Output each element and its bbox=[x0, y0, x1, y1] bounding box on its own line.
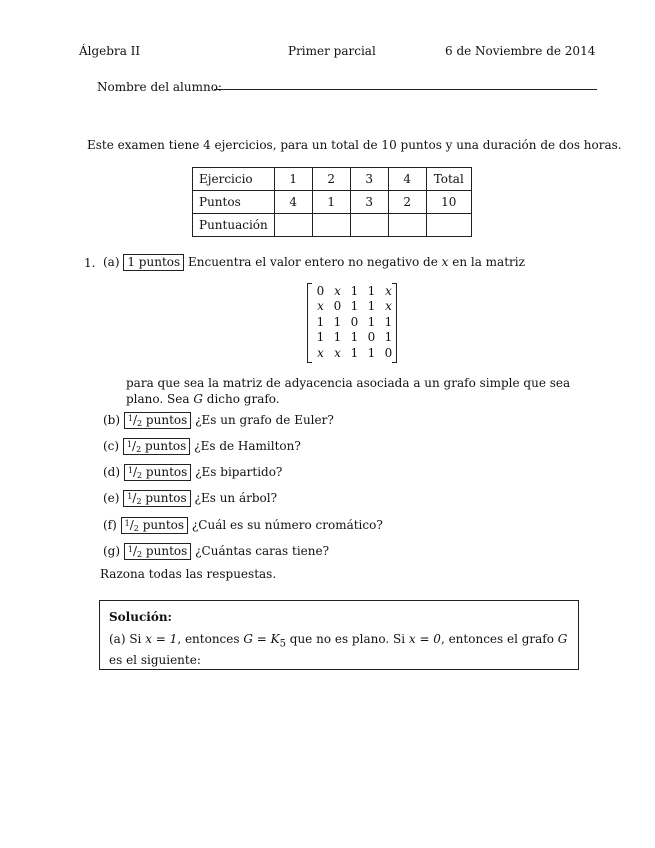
matrix-cell: x bbox=[317, 345, 324, 360]
points-denominator: 2 bbox=[136, 497, 142, 506]
matrix-cell: 1 bbox=[316, 330, 325, 345]
score-cell-1[interactable] bbox=[274, 214, 312, 237]
points-4: 2 bbox=[388, 191, 426, 214]
points-box bbox=[123, 490, 190, 507]
header-course: Álgebra II bbox=[79, 44, 141, 58]
matrix-row bbox=[312, 283, 397, 299]
question-part-a bbox=[103, 254, 525, 271]
points-total: 10 bbox=[426, 191, 471, 214]
points-slash: / bbox=[132, 439, 137, 453]
matrix-cell: 1 bbox=[367, 345, 376, 360]
points-denominator: 2 bbox=[137, 550, 143, 559]
score-cell-3[interactable] bbox=[350, 214, 388, 237]
matrix-cell: 0 bbox=[384, 345, 393, 360]
part-label: (d) bbox=[103, 465, 121, 479]
score-cell-2[interactable] bbox=[312, 214, 350, 237]
points-box bbox=[124, 543, 191, 560]
exercise-1: 1 bbox=[274, 168, 312, 191]
question-number: 1. bbox=[84, 256, 96, 270]
matrix-cell: 1 bbox=[350, 283, 359, 298]
points-denominator: 2 bbox=[137, 471, 143, 480]
exam-intro: Este examen tiene 4 ejercicios, para un total de 10 puntos y una duración de dos horas. bbox=[87, 138, 622, 152]
part-a-continuation: para que sea la matriz de adyacencia asociada a un grafo simple que sea plano. Sea G dicho grafo. bbox=[126, 376, 571, 406]
matrix-cell: 0 bbox=[367, 330, 376, 345]
part-label: (f) bbox=[103, 518, 117, 532]
points-word: puntos bbox=[141, 439, 187, 453]
matrix-cell: 1 bbox=[384, 330, 393, 345]
matrix-cell: 0 bbox=[350, 314, 359, 329]
matrix-grid bbox=[312, 283, 397, 361]
row-label-exercise: Ejercicio bbox=[193, 168, 275, 191]
points-numerator: 1 bbox=[127, 492, 133, 501]
points-slash: / bbox=[132, 544, 138, 558]
points-word: puntos bbox=[142, 544, 188, 558]
points-box bbox=[124, 412, 191, 429]
points-word: puntos bbox=[138, 518, 185, 532]
matrix-cell: 1 bbox=[350, 330, 359, 345]
student-name-line bbox=[214, 89, 597, 90]
matrix-cell: x bbox=[317, 299, 324, 314]
reason-instruction: Razona todas las respuestas. bbox=[100, 567, 277, 581]
question-part bbox=[103, 412, 334, 429]
part-text: ¿Es un árbol? bbox=[194, 491, 278, 505]
part-label: (g) bbox=[103, 544, 121, 558]
points-1: 4 bbox=[274, 191, 312, 214]
matrix-row bbox=[312, 314, 397, 330]
exercise-4: 4 bbox=[388, 168, 426, 191]
matrix-cell: 1 bbox=[367, 314, 376, 329]
exercise-2: 2 bbox=[312, 168, 350, 191]
part-text: ¿Es bipartido? bbox=[195, 465, 283, 479]
points-slash: / bbox=[132, 413, 138, 427]
matrix-cell: 1 bbox=[333, 314, 342, 329]
score-table-score-row bbox=[193, 214, 472, 237]
solution-text: (a) Si x = 1, entonces $G = K_5$ que no es plano. Si x = 0, entonces el grafo G es el siguiente: bbox=[109, 632, 568, 668]
matrix-cell: 1 bbox=[316, 314, 325, 329]
part-label: (b) bbox=[103, 413, 121, 427]
matrix-cell: x bbox=[334, 283, 341, 298]
matrix-cell: 1 bbox=[367, 283, 376, 298]
part-text: ¿Es un grafo de Euler? bbox=[195, 413, 334, 427]
points-numerator: 1 bbox=[126, 440, 133, 449]
matrix-cell: 1 bbox=[350, 299, 359, 314]
question-part bbox=[103, 517, 383, 534]
points-slash: / bbox=[132, 465, 138, 479]
matrix-row bbox=[312, 299, 397, 315]
row-label-score: Puntuación bbox=[193, 214, 275, 237]
matrix-cell: x bbox=[385, 283, 392, 298]
part-label: (c) bbox=[103, 439, 120, 453]
points-box bbox=[123, 438, 190, 455]
matrix-cell: x bbox=[385, 299, 392, 314]
question-part bbox=[103, 490, 277, 507]
exercise-total: Total bbox=[426, 168, 471, 191]
row-label-points: Puntos bbox=[193, 191, 275, 214]
matrix-cell: x bbox=[334, 345, 341, 360]
points-numerator: 1 bbox=[127, 545, 133, 554]
part-a-text: Encuentra el valor entero no negativo de x en la matriz bbox=[187, 255, 525, 269]
question-part bbox=[103, 438, 301, 455]
score-cell-4[interactable] bbox=[388, 214, 426, 237]
exercise-3: 3 bbox=[350, 168, 388, 191]
matrix-cell: 0 bbox=[333, 299, 342, 314]
points-box bbox=[121, 517, 188, 534]
points-2: 1 bbox=[312, 191, 350, 214]
solution-title: Solución: bbox=[109, 610, 172, 624]
matrix-cell: 1 bbox=[333, 330, 342, 345]
points-3: 3 bbox=[350, 191, 388, 214]
points-denominator: 2 bbox=[136, 445, 142, 454]
part-text: ¿Cuál es su número cromático? bbox=[191, 518, 383, 532]
score-cell-total[interactable] bbox=[426, 214, 471, 237]
matrix-cell: 1 bbox=[350, 345, 359, 360]
points-slash: / bbox=[132, 491, 137, 505]
question-part bbox=[103, 464, 282, 481]
points-denominator: 2 bbox=[133, 524, 139, 533]
adjacency-matrix bbox=[307, 283, 397, 363]
points-numerator: 1 bbox=[124, 519, 130, 528]
header-date: 6 de Noviembre de 2014 bbox=[445, 44, 596, 58]
part-text: ¿Es de Hamilton? bbox=[194, 439, 301, 453]
matrix-row bbox=[312, 330, 397, 346]
matrix-cell: 1 bbox=[384, 314, 393, 329]
solution-box bbox=[99, 600, 579, 670]
matrix-cell: 1 bbox=[367, 299, 376, 314]
matrix-cell: 0 bbox=[316, 283, 325, 298]
part-text: ¿Cuántas caras tiene? bbox=[195, 544, 330, 558]
matrix-right-bracket bbox=[392, 283, 397, 363]
points-box: 1 puntos bbox=[123, 254, 184, 271]
points-numerator: 1 bbox=[127, 414, 133, 423]
header-exam-title: Primer parcial bbox=[288, 44, 376, 58]
points-word: puntos bbox=[142, 413, 188, 427]
score-table-header-row bbox=[193, 168, 472, 191]
question-part bbox=[103, 543, 329, 560]
score-table bbox=[192, 167, 472, 237]
score-table-points-row bbox=[193, 191, 472, 214]
points-word: puntos bbox=[141, 491, 187, 505]
points-numerator: 1 bbox=[127, 466, 133, 475]
points-denominator: 2 bbox=[137, 419, 143, 428]
part-label: (a) bbox=[103, 255, 120, 269]
matrix-row bbox=[312, 345, 397, 361]
points-word: puntos bbox=[142, 465, 188, 479]
part-label: (e) bbox=[103, 491, 120, 505]
points-slash: / bbox=[129, 518, 134, 532]
points-box bbox=[124, 464, 191, 481]
student-name-label: Nombre del alumno: bbox=[97, 80, 222, 94]
